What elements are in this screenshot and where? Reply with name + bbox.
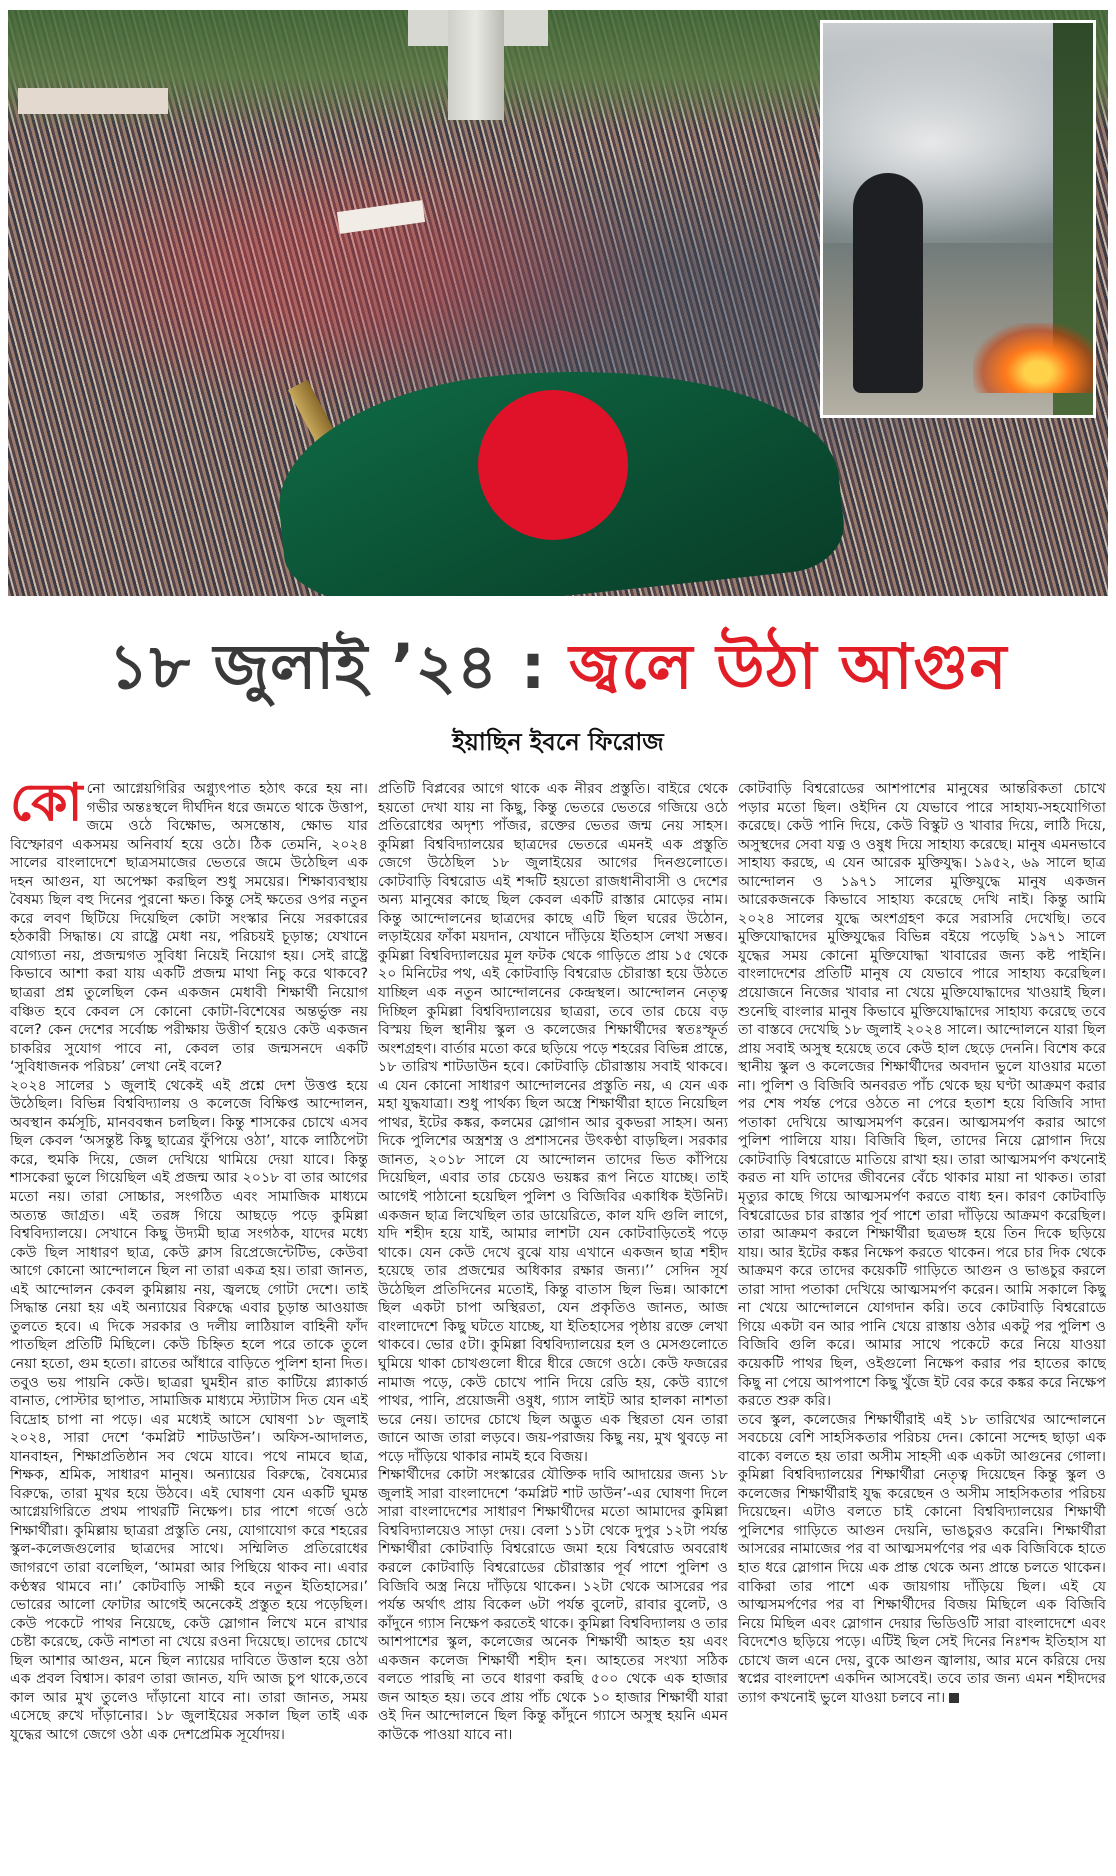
paragraph: প্রতিটি বিপ্লবের আগে থাকে এক নীরব প্রস্তুতি। বাইরে থেকে হয়তো দেখা যায় না কিছু, কিন্তু ভেতরে ভেতরে গজিয়ে ওঠে প্রতিরোধের অদৃশ্য পাঁজর, রক্তের ভেতর জন্ম নেয় সাহস। কুমিল্লা বিশ্ববিদ্যালয়ের ছাত্রদের ভেতরে এমনই এক প্রস্তুতি জেগে উঠেছিল ১৮ জুলাইয়ের আগের দিনগুলোতে। কোটবাড়ি বিশ্বরোড এই শব্দটি হয়তো রাজধানীবাসী ও দেশের অন্য মানুষের কাছে ছিল কেবল একটি রাস্তার মোড়ের নাম। কিন্তু আন্দোলনের ছাত্রদের কাছে এটি ছিল ঘরের উঠোন, লড়াইয়ের ফাঁকা ময়দান, যেখানে দাঁড়িয়ে ইতিহাস লেখা সম্ভব। কুমিল্লা বিশ্ববিদ্যালয়ের মূল ফটক থেকে গাড়িতে প্রায় ১৫ থেকে ২০ মিনিটের পথ, এই কোটবাড়ি বিশ্বরোড চৌরাস্তা হয়ে উঠতে যাচ্ছিল এক নতুন আন্দোলনের কেন্দ্রস্থল। আন্দোলন নেতৃত্ব দিচ্ছিল কুমিল্লা বিশ্ববিদ্যালয়ের ছাত্ররা, তবে তার চেয়ে বড় বিস্ময় ছিল স্থানীয় স্কুল ও কলেজের শিক্ষার্থীদের স্বতঃস্ফূর্ত অংশগ্রহণ। বার্তার মতো করে ছড়িয়ে পড়ে শহরের বিভিন্ন প্রান্তে, ১৮ তারিখ শাটডাউন হবে। কোটবাড়ি চৌরাস্তায় সবাই থাকবে। এ যেন কোনো সাধারণ আন্দোলনের প্রস্তুতি নয়, এ যেন এক মহা যুদ্ধযাত্রা। শুধু পার্থক্য ছিল অস্ত্রে শিক্ষার্থীরা হাতে নিয়েছিল পাথর, ইটের কঙ্কর, কলমের স্লোগান আর বুকভরা সাহস। অন্য দিকে পুলিশের অস্ত্রশস্ত্র ও প্রশাসনের উৎকণ্ঠা বাড়ছিল। সরকার জানত, ২০১৮ সালে যে আন্দোলন তাদের ভিত কাঁপিয়ে দিয়েছিল, এবার তার চেয়েও ভয়ঙ্কর রূপ নিতে যাচ্ছে। তাই আগেই পাঠানো হয়েছিল পুলিশ ও বিজিবির একাধিক ইউনিট। একজন ছাত্র লিখেছিল তার ডায়েরিতে, কাল যদি গুলি লাগে, যদি শহীদ হয়ে যাই, আমার লাশটা যেন কোটবাড়িতেই পড়ে থাকে। যেন কেউ দেখে বুঝে যায় এখানে একজন ছাত্র শহীদ হয়েছে তার প্রজন্মের অধিকার রক্ষার জন্য।’’ সেদিন সূর্য উঠেছিল প্রতিদিনের মতোই, কিন্তু বাতাস ছিল ভিন্ন। আকাশে ছিল একটা চাপা অস্থিরতা, যেন প্রকৃতিও জানত, আজ বাংলাদেশে কিছু ঘটতে যাচ্ছে, যা ইতিহাসের পৃষ্ঠায় রক্তে লেখা থাকবে। ভোর ৫টা। কুমিল্লা বিশ্ববিদ্যালয়ের হল ও মেসগুলোতে ঘুমিয়ে থাকা চোখগুলো ধীরে ধীরে জেগে ওঠে। কেউ ফজরের নামাজ পড়ে, কেউ চোখে পানি দিয়ে রেডি হয়, কেউ ব্যাগে পাথর, পানি, প্রয়োজনী ওষুধ, গ্যাস লাইট আর হালকা নাশতা ভরে নেয়। তাদের চোখে ছিল অদ্ভুত এক স্থিরতা যেন তারা জানে আজ তারা লড়বে। জয়-পরাজয় কিছু নয়, মুখ থুবড়ে না পড়ে দাঁড়িয়ে থাকার নামই হবে বিজয়। bbox=[378, 781, 728, 1465]
headline-title: জ্বলে উঠা আগুন bbox=[569, 630, 1008, 703]
dropcap: কো bbox=[10, 780, 83, 833]
paragraph: কোটবাড়ি বিশ্বরোডের আশপাশের মানুষের আন্তরিকতা চোখে পড়ার মতো ছিল। ওইদিন যে যেভাবে পারে সাহায্য-সহযোগিতা করেছে। কেউ পানি দিয়ে, কেউ বিস্কুট ও খাবার দিয়ে, লাঠি দিয়ে, অসুস্থদের সেবা যত্ন ও ওষুধ দিয়ে সাহায্য করেছে। মানুষ এমনভাবে সাহায্য করছে, এ যেন আরেক মুক্তিযুদ্ধ। ১৯৫২, ৬৯ সালে ছাত্র আন্দোলন ও ১৯৭১ সালের মুক্তিযুদ্ধে মানুষ একজন আরেকজনকে কিভাবে সাহায্য করেছে দেখি নাই। কিন্তু আমি ২০২৪ সালের যুদ্ধে অংশগ্রহণ করে সরাসরি দেখেছি। তবে মুক্তিযোদ্ধাদের মুক্তিযুদ্ধের বিভিন্ন বইয়ে পড়েছি ১৯৭১ সালে যুদ্ধের সময় কোনো মুক্তিযোদ্ধা খাবারের জন্য কষ্ট পাইনি। বাংলাদেশের প্রতিটি মানুষ যে যেভাবে পারে সাহায্য করেছিল। প্রয়োজনে নিজের খাবার না খেয়ে মুক্তিযোদ্ধাদের খাওয়াই ছিল। শুনেছি বাংলার মানুষ কিভাবে মুক্তিযোদ্ধাদের সাহায্য করেছে তবে তা বাস্তবে দেখেছি ১৮ জুলাই ২০২৪ সালে। আন্দোলনে যারা ছিল প্রায় সবাই অসুস্থ হয়েছে তবে কেউ হাল ছেড়ে দেননি। বিশেষ করে স্থানীয় স্কুল ও কলেজের শিক্ষার্থীদের অবদান ভুলে যাওয়ার মতো না। পুলিশ ও বিজিবি অনবরত পাঁচ থেকে ছয় ঘণ্টা আক্রমণ করার পর শেষ পর্যন্ত পেরে ওঠতে না পেরে হতাশ হয়ে বিজিবি সাদা পতাকা দেখিয়ে আত্মসমর্পণ করেন। আত্মসমর্পণ করার আগে পুলিশ পালিয়ে যায়। বিজিবি ছিল, তাদের নিয়ে স্লোগান দিয়ে কোটবাড়ি বিশ্বরোডে মাতিয়ে রাখা হয়। তারা আত্মসমর্পণ কখনোই করত না যদি তাদের জীবনের বেঁচে থাকার মায়া না থাকত। তারা মৃত্যুর কাছে গিয়ে আত্মসমর্পণ করতে বাধ্য হন। কারণ কোটবাড়ি বিশ্বরোডের চার রাস্তার পূর্ব পাশে তারা দাঁড়িয়ে আক্রমণ করেছিল। তারা আক্রমণ করলে শিক্ষার্থীরা ছত্রভঙ্গ হয়ে তিন দিকে ছড়িয়ে যায়। আর ইটের কঙ্কর নিক্ষেপ করতে থাকেন। পরে চার দিক থেকে আক্রমণ করে তাদের কয়েকটি গাড়িতে আগুন ও ভাঙচুর করলে তারা সাদা পতাকা দেখিয়ে আত্মসমর্পণ করেন। আমি সকালে কিছু না খেয়ে আন্দোলনে যোগদান করি। তবে কোটবাড়ি বিশ্বরোডে গিয়ে একটা বন আর পানি খেয়ে রাস্তায় ওঠার একটু পর পুলিশ ও বিজিবি গুলি করে। আমার সাথে পকেটে করে নিয়ে যাওয়া কয়েকটি পাথর ছিল, ওইগুলো নিক্ষেপ করার পর হাতের কাছে কিছু না পেয়ে আপপাশে কিছু খুঁজে ইট বের করে কঙ্কর করে নিক্ষেপ করতে শুরু করি। bbox=[738, 781, 1106, 1410]
paragraph: ২০২৪ সালের ১ জুলাই থেকেই এই প্রশ্নে দেশ উত্তপ্ত হয়ে উঠেছিল। বিভিন্ন বিশ্ববিদ্যালয় ও কলেজে বিক্ষিপ্ত আন্দোলন, অবস্থান কর্মসূচি, মানববন্ধন চলছিল। কিন্তু শাসকের চোখে এসব ছিল কেবল ‘অসন্তুষ্ট কিছু ছাত্রের ফুঁপিয়ে ওঠা’, যাকে লাঠিপেটা করে, হুমকি দিয়ে, জেল দেখিয়ে থামিয়ে দেয়া যাবে। কিন্তু শাসকেরা ভুলে গিয়েছিল এই প্রজন্ম আর ২০১৮ বা তার আগের মতো নয়। তারা সোচ্চার, সংগঠিত এবং সামাজিক মাধ্যমে অত্যন্ত জাগ্রত। এই তরঙ্গ গিয়ে আছড়ে পড়ে কুমিল্লা বিশ্ববিদ্যালয়ে। সেখানে কিছু উদ্যমী ছাত্র সংগঠক, যাদের মধ্যে কেউ ছিল সাধারণ ছাত্র, কেউ ক্লাস রিপ্রেজেন্টেটিভ, কেউবা আগে কোনো আন্দোলনে ছিল না তারা একত্র হয়। তারা জানত, এই আন্দোলন কেবল কুমিল্লায় নয়, জ্বলছে গোটা দেশে। তাই সিদ্ধান্ত নেয়া হয় এই অন্যায়ের বিরুদ্ধে এবার চূড়ান্ত আওয়াজ তুলতে হবে। এ দিকে সরকার ও দলীয় লাঠিয়াল বাহিনী ফাঁদ পাতছিল প্রতিটি মিছিলে। কেউ চিহ্নিত হলে পরে তাকে তুলে নেয়া হতো, গুম হতো। রাতের আঁধারে বাড়িতে পুলিশ হানা দিত। তবুও ভয় পায়নি কেউ। ছাত্ররা ঘুমহীন রাত কাটিয়ে প্ল্যাকার্ড বানাত, পোস্টার ছাপাত, সামাজিক মাধ্যমে স্ট্যাটাস দিত যেন এই বিদ্রোহ চাপা না পড়ে। এর মধ্যেই আসে ঘোষণা ১৮ জুলাই ২০২৪, সারা দেশে ‘কমপ্লিট শাটডাউন’। অফিস-আদালত, যানবাহন, শিক্ষাপ্রতিষ্ঠান সব থেমে যাবে। পথে নামবে ছাত্র, শিক্ষক, শ্রমিক, সাধারণ মানুষ। অন্যায়ের বিরুদ্ধে, বৈষম্যের বিরুদ্ধে, তারা মুখর হয়ে উঠবে। এই ঘোষণা যেন একটি ঘুমন্ত আগ্নেয়গিরিতে প্রথম পাথরটি নিক্ষেপ। চার পাশে গর্জে ওঠে শিক্ষার্থীরা। কুমিল্লায় ছাত্ররা প্রস্তুতি নেয়, যোগাযোগ করে শহরের স্কুল-কলেজগুলোর ছাত্রদের সাথে। সম্মিলিত প্রতিরোধের জাগরণে তারা বলেছিল, ‘আমরা আর পিছিয়ে থাকব না। এবার কণ্ঠস্বর থামবে না।’ কোটবাড়ি সাক্ষী হবে নতুন ইতিহাসের।’ ভোরের আলো ফোটার আগেই অনেকেই প্রস্তুত হয়ে পড়েছিল। কেউ পকেটে পাথর নিয়েছে, কেউ স্লোগান লিখে মনে রাখার চেষ্টা করেছে, কেউ নাশতা না খেয়ে রওনা দিয়েছে। তাদের চোখে ছিল আশার আগুন, মনে ছিল ন্যায়ের দাবিতে উত্তাল হয়ে ওঠা এক প্রবল বিশ্বাস। কারণ তারা জানত, যদি আজ চুপ থাকে,তবে কাল আর মুখ তুলেও দাঁড়ানো যাবে না। তারা জানত, সময় এসেছে রুখে দাঁড়ানোর। ১৮ জুলাইয়ের সকাল ছিল তাই এক যুদ্ধের আগে জেগে ওঠা এক দেশপ্রেমিক সূর্যোদয়। bbox=[10, 1077, 368, 1743]
street-fire bbox=[973, 323, 1096, 393]
flag-red-disc bbox=[478, 390, 628, 540]
article-column-1 bbox=[10, 780, 368, 1866]
paragraph bbox=[738, 1411, 1106, 1708]
photo-banner bbox=[18, 88, 168, 114]
paragraph: নো আগ্নেয়গিরির অগ্ন্যুৎপাত হঠাৎ করে হয় না। গভীর অন্তঃস্থলে দীর্ঘদিন ধরে জমতে থাকে উত্তাপ, জমে ওঠে বিক্ষোভ, অসন্তোষ, ক্ষোভ যার বিস্ফোরণ একসময় অনিবার্য হয়ে ওঠে। ঠিক তেমনি, ২০২৪ সালের বাংলাদেশে ছাত্রসমাজের ভেতরে জমে উঠেছিল এক দহন আগুন, যা অপেক্ষা করছিল শুধু সময়ের। শিক্ষাব্যবস্থায় বৈষম্য ছিল বহু দিনের পুরনো ক্ষত। কিন্তু সেই ক্ষতের ওপর নতুন করে লবণ ছিটিয়ে দিয়েছিল কোটা সংস্কার নিয়ে সরকারের হঠকারী সিদ্ধান্ত। যে রাষ্ট্রে মেধা নয়, পরিচয়ই চূড়ান্ত; যেখানে যোগ্যতা নয়, প্রজন্মগত সুবিধা নিয়েই নিয়োগ হয়। সেই রাষ্ট্রে কিভাবে আশা করা যায় একটি প্রজন্ম মাথা নিচু করে থাকবে? ছাত্ররা প্রশ্ন তুলেছিল কেন একজন মেধাবী শিক্ষার্থী নিয়োগ বঞ্চিত হবে কেবল সে কোনো কোটা-বিশেষের অন্তর্ভুক্ত নয় বলে? কেন দেশের সর্বোচ্চ পরীক্ষায় উত্তীর্ণ হয়েও কেউ একজন চাকরির সুযোগ পাবে না, কেবল তার জন্মসনদে একটি ‘সুবিধাজনক পরিচয়’ লেখা নেই বলে? bbox=[10, 781, 368, 1076]
article-column-2 bbox=[378, 780, 728, 1866]
paragraph-text: তবে স্কুল, কলেজের শিক্ষার্থীরাই এই ১৮ তারিখের আন্দোলনে সবচেয়ে বেশি সাহসিকতার পরিচয় দেন। কোনো সন্দেহ ছাড়া এক বাক্যে বলতে হয় তারা অসীম সাহসী এক একটা আগুনের গোলা। কুমিল্লা বিশ্ববিদ্যালয়ের শিক্ষার্থীরা নেতৃত্ব দিয়েছেন কিন্তু স্কুল ও কলেজের শিক্ষার্থীরাই যুদ্ধ করেছেন ও অসীম সাহসিকতার পরিচয় দিয়েছেন। এটাও বলতে চাই কোনো বিশ্ববিদ্যালয়ের শিক্ষার্থী পুলিশের গাড়িতে আগুন দেয়নি, ভাঙচুরও করেনি। শিক্ষার্থীরা আসরের নামাজের পর বা আত্মসমর্পণের পর এক বিজিবিকে হাতে হাত ধরে স্লোগান দিয়ে এক প্রান্ত থেকে অন্য প্রান্তে চলতে থাকেন। বাকিরা তার পাশে এক জায়গায় দাঁড়িয়ে ছিল। এই যে আত্মসমর্পণের পর বা শিক্ষার্থীদের বিজয় মিছিলে এক বিজিবি নিয়ে মিছিল এবং স্লোগান দেয়ার ভিডিওটি সারা বাংলাদেশে এবং বিদেশেও ছড়িয়ে পড়ে। এটিই ছিল সেই দিনের নিঃশব্দ ইতিহাস যা চোখে জল এনে দেয়, বুকে আগুন জ্বালায়, আর মনে করিয়ে দেয় স্বপ্নের বাংলাদেশ একদিন আসবেই। তবে তার জন্য এমন শহীদদের ত্যাগ কখনোই ভুলে যাওয়া চলবে না। bbox=[738, 1411, 1106, 1706]
article-column-3 bbox=[738, 780, 1106, 1866]
silhouette-figure bbox=[853, 173, 923, 393]
paragraph: শিক্ষার্থীদের কোটা সংস্কারের যৌক্তিক দাবি আদায়ের জন্য ১৮ জুলাই সারা বাংলাদেশে ‘কমপ্লিট শাট ডাউন’-এর ঘোষণা দিলে সারা বাংলাদেশের সাধারণ শিক্ষার্থীদের মতো আমাদের কুমিল্লা বিশ্ববিদ্যালয়েও সাড়া দেয়। বেলা ১১টা থেকে দুপুর ১২টা পর্যন্ত শিক্ষার্থীরা কোটবাড়ি বিশ্বরোডে জমা হয়ে বিশ্বরোড অবরোধ করলে কোটবাড়ি বিশ্বরোডের চৌরাস্তার পূর্ব পাশে পুলিশ ও বিজিবি অস্ত্র নিয়ে দাঁড়িয়ে থাকেন। ১২টা থেকে আসরের পর পর্যন্ত অর্থাৎ প্রায় বিকেল ৬টা পর্যন্ত বুলেট, রাবার বুলেট, ও কাঁদুনে গ্যাস নিক্ষেপ করতেই থাকে। কুমিল্লা বিশ্ববিদ্যালয় ও তার আশপাশের স্কুল, কলেজের অনেক শিক্ষার্থী আহত হয় এবং একজন কলেজ শিক্ষার্থী শহীদ হন। আহতের সংখ্যা সঠিক বলতে পারছি না তবে ধারণা করছি ৫০০ থেকে এক হাজার জন আহত হয়। তবে প্রায় পাঁচ থেকে ১০ হাজার শিক্ষার্থী যারা ওই দিন আন্দোলনে ছিল কিন্তু কাঁদুনে গ্যাসে অসুস্থ হয়নি এমন কাউকে পাওয়া যাবে না। bbox=[378, 1467, 728, 1743]
end-of-article-mark bbox=[949, 1693, 959, 1703]
photo-pillar bbox=[448, 10, 504, 120]
byline: ইয়াছিন ইবনে ফিরোজ bbox=[452, 728, 664, 756]
headline-date: ১৮ জুলাই ’২৪ : bbox=[108, 630, 570, 703]
photo-banner bbox=[337, 200, 425, 234]
inset-photo bbox=[820, 20, 1096, 418]
headline bbox=[20, 622, 1096, 712]
